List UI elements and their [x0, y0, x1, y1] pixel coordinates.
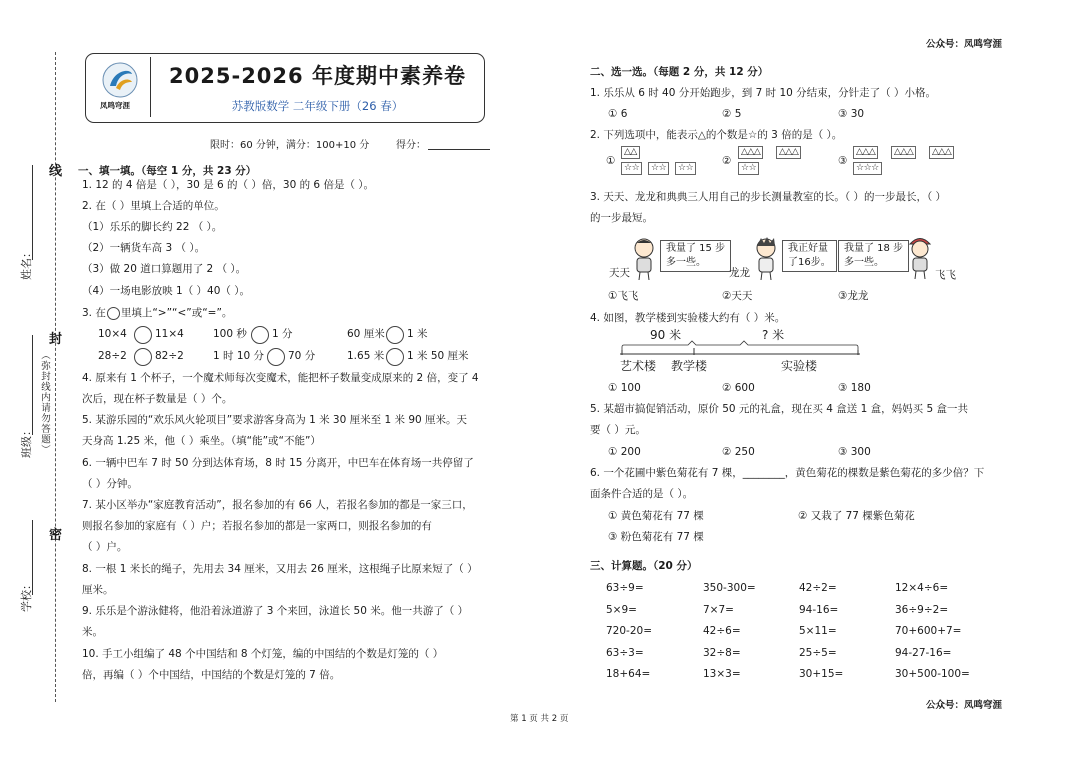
q2-c-triangles: △△△: [929, 146, 954, 159]
q5-text: 要（ ）元。: [590, 424, 646, 436]
calc-item[interactable]: 42÷2=: [799, 582, 837, 594]
q5-option[interactable]: ③ 300: [838, 446, 871, 458]
calc-item[interactable]: 63÷9=: [606, 582, 644, 594]
class-label: 班级：: [20, 425, 33, 458]
calc-item[interactable]: 25÷5=: [799, 646, 837, 659]
compare-circle[interactable]: [251, 326, 269, 344]
calc-item[interactable]: 18+64=: [606, 668, 651, 680]
part1-line: （ ）户。: [82, 541, 128, 553]
q2-a-stars: ☆☆: [675, 162, 696, 175]
part1-line: 2. 在（ ）里填上合适的单位。: [82, 200, 225, 212]
q3-text: 3. 天天、龙龙和典典三人用自己的步长测量教室的长。（ ）的一步最长，（ ）: [590, 191, 947, 203]
q5-text: 5. 某超市搞促销活动，原价 50 元的礼盒，现在买 4 盒送 1 盒，妈妈买 5 盒一共: [590, 403, 968, 415]
compare-left: 100 秒: [213, 328, 247, 340]
speech-bubble: 我正好量 了16步。: [782, 240, 837, 272]
q2-b-stars: ☆☆: [738, 162, 759, 175]
compare-left: 28÷2: [98, 350, 127, 362]
speech-bubble: 我量了 15 步 多一些。: [660, 240, 731, 272]
part1-line: 倍，再编（ ）个中国结，中国结的个数是灯笼的 7 倍。: [82, 669, 341, 681]
q2-b-triangles: △△△: [776, 146, 801, 159]
compare-circle[interactable]: [134, 326, 152, 344]
compare-left: 10×4: [98, 328, 127, 340]
q3-option[interactable]: ①飞飞: [608, 290, 639, 302]
part1-line: 1. 12 的 4 倍是（ ），30 是 6 的（ ）倍，30 的 6 倍是（ ）。: [82, 179, 375, 191]
speech-bubble: 我量了 18 步 多一些。: [838, 240, 909, 272]
score-field[interactable]: [428, 149, 490, 150]
child-tiantian-icon: [630, 237, 658, 285]
compare-circle[interactable]: [386, 348, 404, 366]
q4-top-label: 90 米: [650, 328, 682, 342]
child-name: 天天: [609, 267, 630, 279]
name-label: 姓名：: [20, 247, 33, 280]
part1-line: （4）一场电影放映 1（ ）40（ ）。: [82, 285, 250, 297]
calc-item[interactable]: 42÷6=: [703, 625, 741, 637]
q4-option[interactable]: ① 100: [608, 382, 641, 394]
compare-right: 82÷2: [155, 350, 184, 362]
compare-right: 1 分: [272, 328, 293, 340]
compare-right: 11×4: [155, 328, 184, 340]
compare-circle[interactable]: [386, 326, 404, 344]
q5-option[interactable]: ② 250: [722, 446, 755, 458]
score-label: 得分：: [396, 140, 426, 151]
part3-heading: 三、计算题。（20 分）: [590, 560, 698, 572]
page-number: 第 1 页 共 2 页: [510, 714, 569, 724]
class-line[interactable]: [32, 335, 33, 435]
calc-item[interactable]: 36÷9÷2=: [895, 603, 949, 616]
part1-line: （1）乐乐的脚长约 22 （ ）。: [82, 221, 223, 233]
q2-option-mark[interactable]: ③: [838, 155, 848, 167]
q4-option[interactable]: ② 600: [722, 382, 755, 394]
q6-option[interactable]: ③ 粉色菊花有 77 棵: [608, 531, 704, 543]
q4-text: 4. 如图，教学楼到实验楼大约有（ ）米。: [590, 312, 786, 324]
bottom-watermark: 公众号：凤鸣穹涯: [926, 700, 1003, 711]
school-line[interactable]: [32, 520, 33, 595]
calc-item[interactable]: 63÷3=: [606, 646, 644, 659]
margin-note: （弥封线内请勿答题）: [39, 350, 50, 455]
time-info: 限时：60 分钟，满分：100+10 分: [210, 140, 370, 151]
q1-text: 1. 乐乐从 6 时 40 分开始跑步，到 7 时 10 分结束，分针走了（ ）小格。: [590, 87, 936, 99]
compare-right: 70 分: [288, 350, 316, 362]
part1-line: 天身高 1.25 米，他（ ）乘坐。（填“能”或“不能”）: [82, 435, 321, 447]
q1-option[interactable]: ② 5: [722, 108, 742, 120]
bind-char-xian: 线: [49, 164, 63, 179]
child-name: 龙龙: [729, 267, 750, 279]
header-divider: [150, 57, 151, 117]
child-longlong-icon: [752, 237, 780, 285]
q2-c-triangles: △△△: [891, 146, 916, 159]
binding-line: [55, 52, 56, 702]
part1-line: 7. 某小区举办“家庭教育活动”，报名参加的有 66 人，若报名参加的都是一家三口，: [82, 499, 473, 511]
part1-line: （ ）分钟。: [82, 478, 138, 490]
q5-option[interactable]: ① 200: [608, 446, 641, 458]
part1-line: 5. 某游乐园的“欢乐风火轮项目”要求游客身高为 1 米 30 厘米至 1 米 90 厘米。天: [82, 414, 468, 426]
page-title: 2025-2026 年度期中素养卷: [169, 64, 466, 88]
compare-circle[interactable]: [267, 348, 285, 366]
logo-icon: [100, 60, 140, 100]
calc-item[interactable]: 94-27-16=: [895, 646, 952, 659]
q6-text: 面条件合适的是（ ）。: [590, 488, 694, 500]
q4-option[interactable]: ③ 180: [838, 382, 871, 394]
q2-b-triangles: △△△: [738, 146, 763, 159]
compare-right: 1 米 50 厘米: [407, 350, 469, 362]
calc-item[interactable]: 13×3=: [703, 668, 741, 680]
part1-line: 厘米。: [82, 584, 114, 596]
part2-heading: 二、选一选。（每题 2 分，共 12 分）: [590, 66, 769, 78]
q3-text: 的一步最短。: [590, 212, 653, 224]
q4-distance-diagram: [620, 340, 860, 360]
q2-a-triangles: △△: [621, 146, 640, 159]
child-name: 飞飞: [935, 269, 956, 281]
compare-circle[interactable]: [134, 348, 152, 366]
calc-item[interactable]: 720-20=: [606, 625, 652, 637]
calc-item[interactable]: 32÷8=: [703, 646, 741, 659]
page-subtitle: 苏教版数学 二年级下册（26 春）: [231, 99, 404, 113]
part1-line: 4. 原来有 1 个杯子，一个魔术师每次变魔术，能把杯子数量变成原来的 2 倍，变了 4: [82, 372, 479, 384]
q6-option[interactable]: ① 黄色菊花有 77 棵: [608, 510, 704, 522]
part1-heading: 一、填一填。（每空 1 分，共 23 分）: [78, 165, 257, 177]
name-line[interactable]: [32, 165, 33, 260]
logo-text: 凤鸣穹涯: [100, 101, 130, 110]
q6-text: 6. 一个花圃中紫色菊花有 7 棵，________，黄色菊花的棵数是紫色菊花的多少倍？下: [590, 467, 985, 479]
part1-line: 6. 一辆中巴车 7 时 50 分到达体育场，8 时 15 分离开，中巴车在体育场一共停留了: [82, 457, 474, 469]
q4-top-label: ? 米: [762, 328, 785, 342]
calc-item[interactable]: 30+15=: [799, 668, 844, 680]
part1-line: 则报名参加的家庭有（ ）户；若报名参加的都是一家两口，则报名参加的有: [82, 520, 432, 532]
calc-item[interactable]: 94-16=: [799, 603, 839, 616]
q2-c-triangles: △△△: [853, 146, 878, 159]
part1-line: 次后，现在杯子数量是（ ）个。: [82, 393, 233, 405]
calc-item[interactable]: 30+500-100=: [895, 668, 970, 680]
part1-line: 10. 手工小组编了 48 个中国结和 8 个灯笼，编的中国结的个数是灯笼的（ ）: [82, 648, 444, 660]
compare-right: 1 米: [407, 328, 428, 340]
calc-item[interactable]: 5×11=: [799, 625, 837, 637]
part1-line: 米。: [82, 626, 103, 638]
compare-left: 60 厘米: [347, 328, 385, 340]
child-feifei-icon: [906, 236, 934, 284]
q3-option[interactable]: ②天天: [722, 290, 753, 302]
calc-item[interactable]: 350-300=: [703, 582, 756, 594]
compare-circle-icon: [107, 307, 120, 320]
part1-line: 8. 一根 1 米长的绳子，先用去 34 厘米，又用去 26 厘米，这根绳子比原来短了（ ）: [82, 563, 478, 575]
q2-option-mark[interactable]: ②: [722, 155, 732, 167]
calc-item[interactable]: 7×7=: [703, 603, 734, 616]
part1-line: （3）做 20 道口算题用了 2 （ ）。: [82, 263, 247, 275]
bind-char-mi: 密: [49, 528, 63, 543]
compare-left: 1 时 10 分: [213, 350, 265, 362]
school-label: 学校：: [20, 579, 33, 612]
q4-building-label: 艺术楼: [620, 359, 657, 373]
q1-option[interactable]: ③ 30: [838, 108, 865, 120]
calc-item[interactable]: 70+600+7=: [895, 625, 962, 637]
q2-option-mark[interactable]: ①: [606, 155, 616, 167]
calc-item[interactable]: 5×9=: [606, 603, 637, 616]
q3-option[interactable]: ③龙龙: [838, 290, 869, 302]
q3-heading: 3. 在 里填上“>”“<”或“=”。: [82, 307, 233, 319]
part1-line: （2）一辆货车高 3 （ ）。: [82, 242, 206, 254]
q4-building-label: 实验楼: [781, 359, 818, 373]
q1-option[interactable]: ① 6: [608, 108, 628, 120]
compare-left: 1.65 米: [347, 350, 385, 362]
part1-line: 9. 乐乐是个游泳健将，他沿着泳道游了 3 个来回，泳道长 50 米。他一共游了（ ）: [82, 605, 469, 617]
q2-a-stars: ☆☆: [648, 162, 669, 175]
q2-a-stars: ☆☆: [621, 162, 642, 175]
top-watermark: 公众号：凤鸣穹涯: [926, 39, 1003, 50]
bind-char-feng: 封: [49, 332, 63, 347]
q4-building-label: 教学楼: [671, 359, 708, 373]
q2-c-stars: ☆☆☆: [853, 162, 882, 175]
q2-text: 2. 下列选项中，能表示△的个数是☆的 3 倍的是（ ）。: [590, 129, 843, 141]
q6-option[interactable]: ② 又栽了 77 棵紫色菊花: [798, 510, 915, 522]
calc-item[interactable]: 12×4÷6=: [895, 582, 949, 594]
